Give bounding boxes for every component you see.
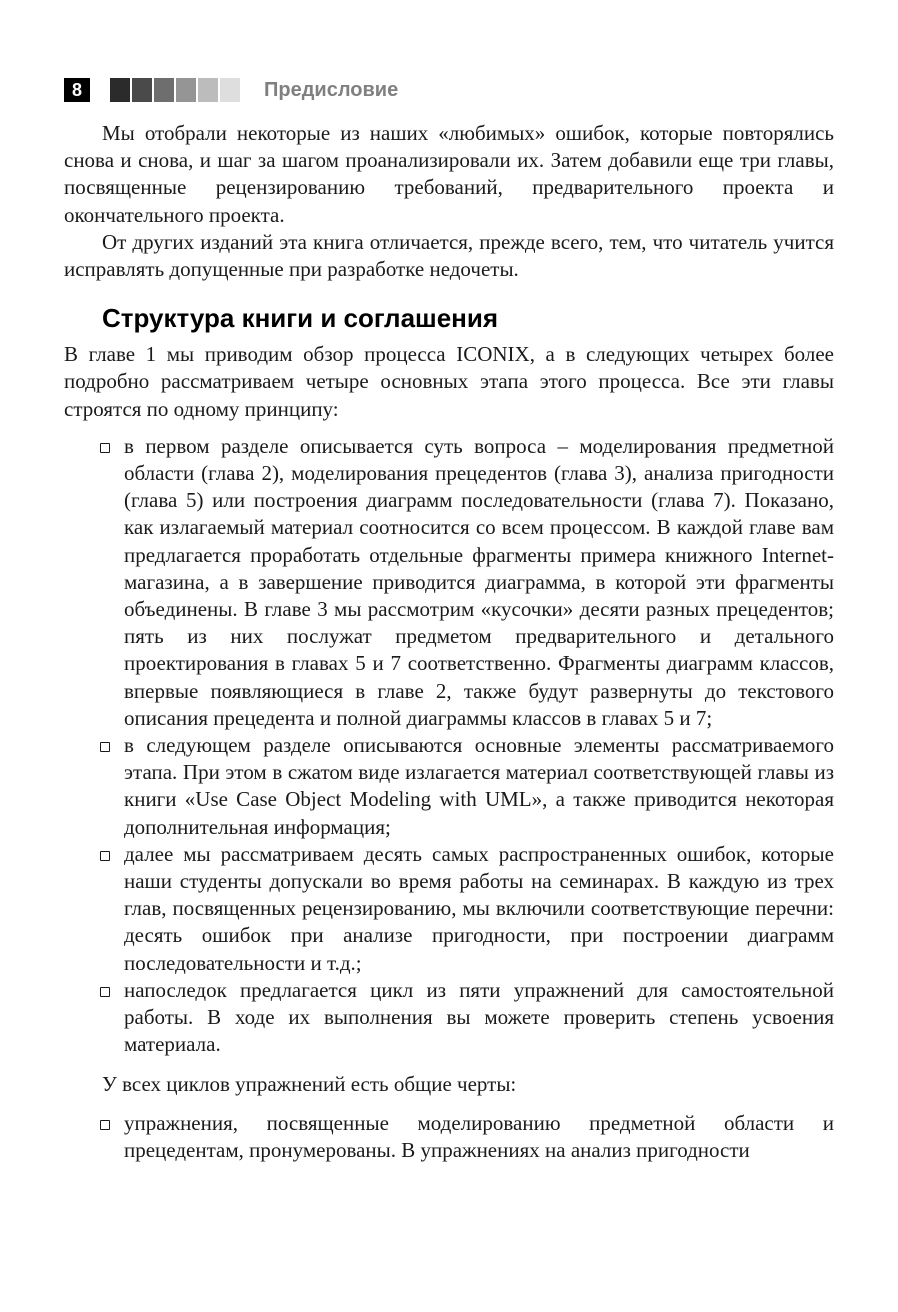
bar-segment (154, 78, 174, 102)
intro-paragraph: Мы отобрали некоторые из наших «любимых» ошибок, которые повторялись снова и снова, и шаг за шагом проанализировали их. Затем добавили еще три главы, посвященные рецензированию требований, предварительного проекта и окончательного проекта. (64, 121, 834, 227)
checkbox-bullet-icon (100, 1120, 110, 1130)
section-heading: Структура книги и соглашения (102, 303, 499, 334)
running-header (64, 78, 398, 102)
list-item-text: напоследок предлагается цикл из пяти упражнений для самостоятельной работы. В ходе их выполнения вы можете проверить степень усвоения материала. (124, 977, 834, 1057)
list-item-text: далее мы рассматриваем десять самых распространенных ошибок, которые наши студенты допускали во время работы на семинарах. В каждую из трех глав, посвященных рецензированию, мы включили соответствующие перечни: десять ошибок при анализе пригодности, при построении диаграмм последовательности и т.д.; (124, 841, 834, 975)
checkbox-bullet-icon (100, 987, 110, 997)
bar-segment (176, 78, 196, 102)
bar-segment (220, 78, 240, 102)
section-lead: В главе 1 мы приводим обзор процесса ICONIX, а в следующих четырех более подробно рассматриваем четыре основных этапа этого процесса. Все эти главы строятся по одному принципу: (64, 342, 834, 421)
page-body (64, 120, 834, 1164)
list-item (124, 433, 834, 732)
checkbox-bullet-icon (100, 742, 110, 752)
checkbox-bullet-icon (100, 443, 110, 453)
after-list-paragraph: У всех циклов упражнений есть общие черты: (102, 1071, 517, 1096)
list-item (124, 732, 834, 841)
bar-segment (132, 78, 152, 102)
page-number: 8 (64, 78, 90, 102)
list-item-text: в первом разделе описывается суть вопроса – моделирования предметной области (глава 2), моделирования прецедентов (глава 3), анализа пригодности (глава 5) или построения диаграмм последовательности (глава 7). Показано, как излагаемый материал соотносится со всем процессом. В каждой главе вам предлагается проработать отдельные фрагменты примера книжного Internet-магазина, а в завершение приводится диаграмма, в которой эти фрагменты объединены. В главе 3 мы рассмотрим «кусочки» десяти разных прецедентов; пять из них послужат предметом предварительного и детального проектирования в главах 5 и 7 соответственно. Фрагменты диаграмм классов, впервые появляющиеся в главе 2, также будут развернуты до текстового описания прецедента и полной диаграммы классов в главах 5 и 7; (124, 433, 834, 730)
bullet-list (64, 433, 834, 1059)
header-title: Предисловие (264, 79, 399, 101)
bullet-list-2 (64, 1110, 834, 1164)
list-item (124, 841, 834, 977)
checkbox-bullet-icon (100, 851, 110, 861)
list-item (124, 1110, 834, 1164)
bar-segment (110, 78, 130, 102)
intro-paragraph: От других изданий эта книга отличается, прежде всего, тем, что читатель учится исправлять допущенные при разработке недочеты. (64, 229, 834, 282)
list-item-text: упражнения, посвященные моделированию предметной области и прецедентам, пронумерованы. В упражнениях на анализ пригодности (124, 1110, 834, 1162)
bar-segment (198, 78, 218, 102)
list-item (124, 977, 834, 1059)
header-gradient-bar (110, 78, 242, 102)
list-item-text: в следующем разделе описываются основные элементы рассматриваемого этапа. При этом в сжатом виде излагается материал соответствующей главы из книги «Use Case Object Modeling with UML», а также приводится некоторая дополнительная информация; (124, 733, 834, 839)
